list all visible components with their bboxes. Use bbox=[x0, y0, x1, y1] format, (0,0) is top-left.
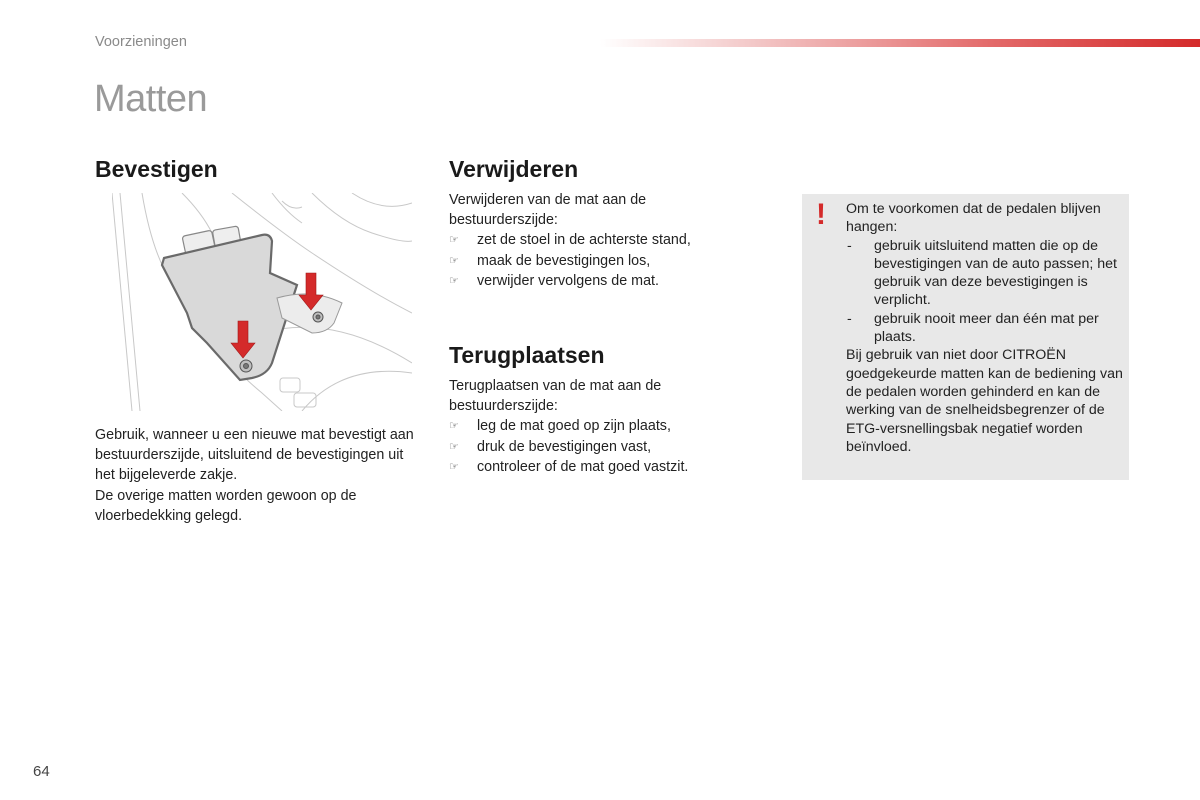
terugplaatsen-text bbox=[449, 376, 749, 477]
page-title: Matten bbox=[94, 78, 208, 120]
list-item: ☞ druk de bevestigingen vast, bbox=[449, 437, 749, 457]
heading-bevestigen: Bevestigen bbox=[95, 156, 218, 182]
verwijderen-text bbox=[449, 190, 749, 291]
warning-outro: Bij gebruik van niet door CITROËN goedgekeurde matten kan de bediening van de pedalen worden gehinderd en kan de werking van de snelheidsbegrenzer of de ETG-versnellingsbak negatief worden beïnvloed. bbox=[846, 347, 1123, 455]
list-item: - gebruik nooit meer dan één mat per plaats. bbox=[847, 310, 1099, 346]
list-item: ☞ maak de bevestigingen los, bbox=[449, 251, 749, 271]
terugplaatsen-intro: Terugplaatsen van de mat aan de bestuurderszijde: bbox=[449, 378, 662, 415]
pointing-hand-icon: ☞ bbox=[449, 234, 459, 247]
terugplaatsen-steps bbox=[449, 416, 749, 477]
heading-verwijderen: Verwijderen bbox=[449, 156, 579, 182]
floor-mat-shape bbox=[162, 235, 342, 380]
warning-exclamation-icon: ! bbox=[816, 198, 826, 231]
warning-list bbox=[846, 237, 1126, 347]
bevestigen-text bbox=[95, 425, 425, 526]
floor-mat-illustration bbox=[112, 193, 412, 411]
verwijderen-steps bbox=[449, 230, 749, 291]
bevestigen-body: Gebruik, wanneer u een nieuwe mat bevestigt aan bestuurderszijde, uitsluitend de bevestigingen uit het bijgeleverde zakje. bbox=[95, 427, 414, 484]
header-accent-bar bbox=[600, 39, 1200, 47]
heading-terugplaatsen: Terugplaatsen bbox=[449, 342, 605, 368]
list-item: - gebruik uitsluitend matten die op de bevestigingen van de auto passen; het gebruik van deze bevestigingen is verplicht. bbox=[847, 237, 1117, 309]
list-item: ☞ controleer of de mat goed vastzit. bbox=[449, 457, 749, 477]
section-label: Voorzieningen bbox=[95, 34, 187, 50]
pointing-hand-icon: ☞ bbox=[449, 420, 459, 433]
verwijderen-intro: Verwijderen van de mat aan de bestuurderszijde: bbox=[449, 192, 647, 229]
warning-text bbox=[846, 200, 1126, 456]
list-item: ☞ leg de mat goed op zijn plaats, bbox=[449, 416, 749, 436]
page-number: 64 bbox=[33, 763, 50, 780]
warning-box bbox=[802, 194, 1129, 480]
pointing-hand-icon: ☞ bbox=[449, 460, 459, 473]
bevestigen-body-2: De overige matten worden gewoon op de vloerbedekking gelegd. bbox=[95, 487, 357, 524]
list-item: ☞ verwijder vervolgens de mat. bbox=[449, 271, 749, 291]
list-item: ☞ zet de stoel in de achterste stand, bbox=[449, 230, 749, 250]
pointing-hand-icon: ☞ bbox=[449, 254, 459, 267]
pointing-hand-icon: ☞ bbox=[449, 274, 459, 287]
pointing-hand-icon: ☞ bbox=[449, 440, 459, 453]
warning-intro: Om te voorkomen dat de pedalen blijven hangen: bbox=[846, 201, 1101, 236]
